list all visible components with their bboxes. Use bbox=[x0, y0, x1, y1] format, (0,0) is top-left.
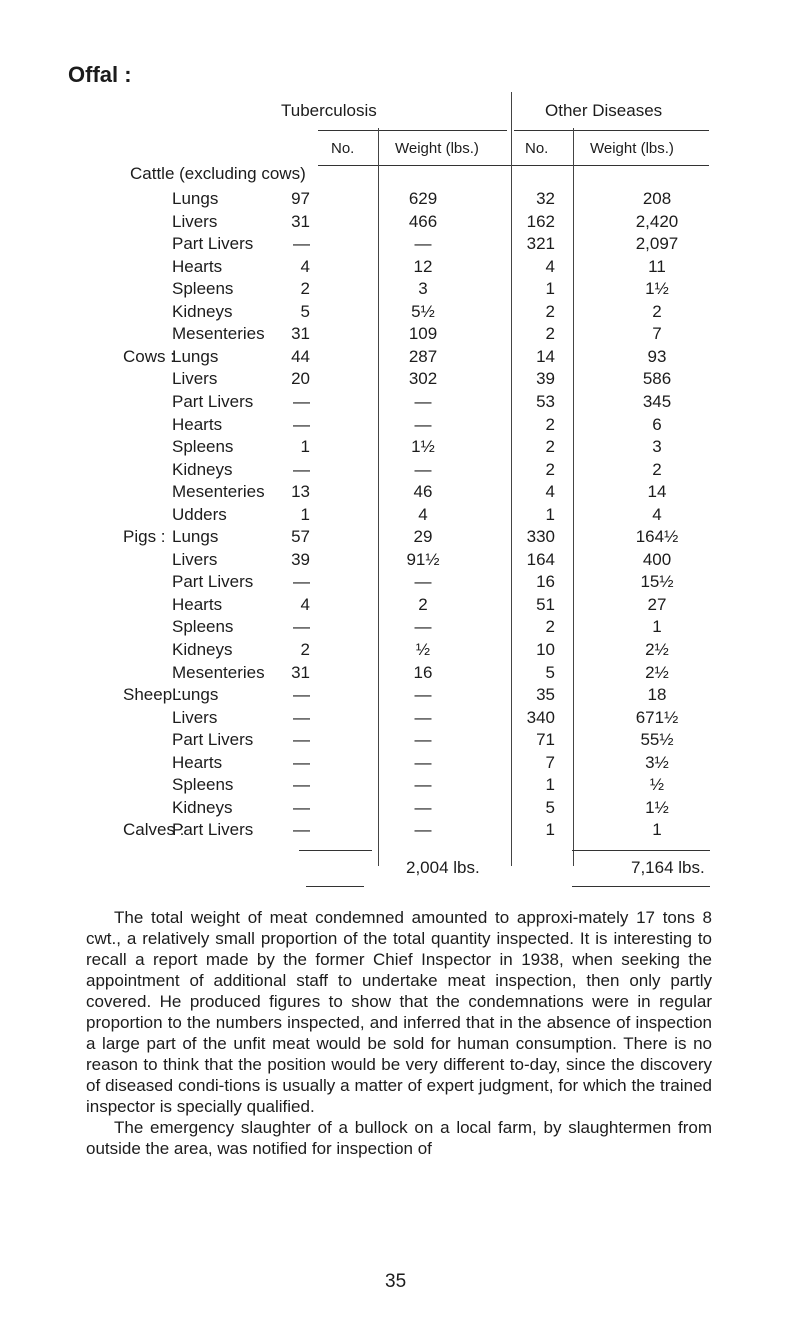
other-count: 1 bbox=[545, 279, 555, 299]
paragraph-2: The emergency slaughter of a bullock on a local farm, by slaughtermen from outside the area, was notified for inspection of bbox=[86, 1118, 712, 1158]
tb-weight: 29 bbox=[413, 527, 433, 547]
tb-count: — bbox=[293, 820, 310, 840]
tb-count: — bbox=[293, 414, 310, 434]
other-count: 2 bbox=[545, 617, 555, 637]
other-count: 14 bbox=[536, 346, 555, 366]
row-item: Lungs bbox=[172, 346, 219, 366]
table-row bbox=[0, 751, 800, 774]
row-item: Udders bbox=[172, 504, 227, 524]
other-weight: 3½ bbox=[645, 752, 669, 772]
col-header-weight-tb: Weight (lbs.) bbox=[395, 140, 479, 157]
row-item: Hearts bbox=[172, 594, 223, 614]
tb-count: — bbox=[293, 797, 310, 817]
other-count: 2 bbox=[545, 414, 555, 434]
tb-count: — bbox=[293, 752, 310, 772]
row-category: Sheep : bbox=[123, 685, 182, 705]
other-weight: 400 bbox=[642, 549, 672, 569]
row-item: Hearts bbox=[172, 256, 223, 276]
tb-weight: 2 bbox=[418, 594, 428, 614]
row-item: Part Livers bbox=[172, 730, 254, 750]
other-count: 330 bbox=[526, 527, 555, 547]
total-rule-top-2 bbox=[572, 850, 710, 851]
row-item: Lungs bbox=[172, 527, 219, 547]
tb-count: — bbox=[293, 685, 310, 705]
other-weight: 164½ bbox=[635, 527, 679, 547]
row-item: Kidneys bbox=[172, 459, 233, 479]
tb-count: — bbox=[293, 572, 310, 592]
tb-weight: — bbox=[414, 707, 432, 727]
other-count: 2 bbox=[545, 437, 555, 457]
row-item: Spleens bbox=[172, 775, 234, 795]
other-count: 5 bbox=[545, 797, 555, 817]
table-row bbox=[0, 187, 800, 210]
other-weight: 2 bbox=[652, 459, 662, 479]
other-count: 164 bbox=[526, 549, 555, 569]
tb-count: — bbox=[293, 391, 310, 411]
table-row bbox=[0, 661, 800, 684]
tb-weight: 1½ bbox=[411, 437, 435, 457]
other-weight: 1½ bbox=[645, 279, 669, 299]
table-row bbox=[0, 818, 800, 841]
other-weight: 671½ bbox=[635, 707, 679, 727]
other-weight: 2,420 bbox=[635, 211, 679, 231]
other-weight: 18 bbox=[647, 685, 667, 705]
table-row bbox=[0, 458, 800, 481]
tb-weight: — bbox=[414, 617, 432, 637]
other-weight: 15½ bbox=[640, 572, 674, 592]
row-item: Part Livers bbox=[172, 820, 254, 840]
table-row bbox=[0, 300, 800, 323]
table-row bbox=[0, 503, 800, 526]
other-count: 71 bbox=[536, 730, 555, 750]
tb-count: 13 bbox=[291, 482, 310, 502]
row-item: Part Livers bbox=[172, 572, 254, 592]
other-weight: 14 bbox=[647, 482, 667, 502]
tb-count: 4 bbox=[300, 256, 310, 276]
tb-count: — bbox=[293, 730, 310, 750]
other-weight: 345 bbox=[642, 391, 672, 411]
other-count: 39 bbox=[536, 369, 555, 389]
tb-count: — bbox=[293, 775, 310, 795]
other-weight: 2,097 bbox=[635, 234, 679, 254]
tb-count: 2 bbox=[300, 279, 310, 299]
other-count: 1 bbox=[545, 504, 555, 524]
paragraph-1: The total weight of meat condemned amounted to approxi-mately 17 tons 8 cwt., a relatively small proportion of the total quantity inspected. It is interesting to recall a report made by the former Chief Inspector in 1938, when seeking the appointment of additional staff to undertake meat inspection, then only partly covered. He produced figures to show that the condemnations were in regular proportion to the numbers inspected, and inferred that in the absence of inspection a large part of the unfit meat would be sold for human consumption. There is no reason to think that the position would be very different to-day, since the discovery of diseased condi-tions is usually a matter of expert judgment, for which the trained inspector is specially qualified. bbox=[86, 908, 712, 1116]
other-count: 35 bbox=[536, 685, 555, 705]
other-count: 2 bbox=[545, 324, 555, 344]
other-weight: ½ bbox=[649, 775, 665, 795]
other-count: 32 bbox=[536, 189, 555, 208]
row-item: Spleens bbox=[172, 437, 234, 457]
body-text bbox=[86, 907, 712, 1159]
other-count: 2 bbox=[545, 301, 555, 321]
other-weight: 11 bbox=[648, 256, 666, 276]
other-weight: 27 bbox=[647, 594, 667, 614]
other-count: 340 bbox=[526, 707, 555, 727]
group-rule-right bbox=[514, 130, 709, 131]
other-weight: 7 bbox=[652, 324, 662, 344]
table-row bbox=[0, 638, 800, 661]
table-row bbox=[0, 413, 800, 436]
tb-count: 39 bbox=[291, 549, 310, 569]
row-item: Kidneys bbox=[172, 640, 233, 659]
total-tuberculosis: 2,004 lbs. bbox=[406, 858, 480, 877]
total-other-diseases: 7,164 lbs. bbox=[631, 858, 705, 877]
tb-weight: ½ bbox=[415, 640, 431, 659]
group-rule-left bbox=[318, 130, 507, 131]
row-item: Mesenteries bbox=[172, 482, 265, 502]
tb-count: — bbox=[293, 459, 310, 479]
page-number: 35 bbox=[385, 1271, 407, 1292]
tb-weight: — bbox=[414, 752, 432, 772]
table-row bbox=[0, 796, 800, 819]
tb-count: 4 bbox=[300, 594, 310, 614]
other-count: 10 bbox=[536, 640, 555, 659]
other-count: 53 bbox=[536, 391, 555, 411]
tb-weight: 16 bbox=[413, 662, 433, 682]
other-weight: 1 bbox=[652, 617, 662, 637]
tb-weight: — bbox=[414, 730, 432, 750]
tb-count: 44 bbox=[291, 346, 310, 366]
other-weight: 1½ bbox=[645, 797, 669, 817]
row-item: Kidneys bbox=[172, 797, 233, 817]
tb-weight: 91½ bbox=[406, 549, 440, 569]
tb-weight: 629 bbox=[408, 189, 438, 208]
row-item: Hearts bbox=[172, 414, 223, 434]
table-row bbox=[0, 232, 800, 255]
tb-weight: 109 bbox=[408, 324, 438, 344]
other-count: 4 bbox=[545, 256, 555, 276]
tb-count: 57 bbox=[291, 527, 310, 547]
other-count: 5 bbox=[545, 662, 555, 682]
tb-weight: 302 bbox=[408, 369, 438, 389]
tb-count: — bbox=[293, 234, 310, 254]
other-weight: 2½ bbox=[645, 662, 669, 682]
other-weight: 1 bbox=[652, 820, 662, 840]
tb-count: 20 bbox=[291, 369, 310, 389]
other-count: 7 bbox=[545, 752, 555, 772]
row-item: Part Livers bbox=[172, 391, 254, 411]
table-row bbox=[0, 480, 800, 503]
other-count: 321 bbox=[526, 234, 555, 254]
tb-weight: — bbox=[414, 391, 432, 411]
tb-count: 97 bbox=[291, 189, 310, 208]
tb-count: 5 bbox=[300, 301, 310, 321]
other-weight: 93 bbox=[647, 346, 667, 366]
col-header-no-other: No. bbox=[525, 140, 549, 157]
cattle-header: Cattle (excluding cows) bbox=[130, 164, 306, 183]
other-count: 1 bbox=[545, 820, 555, 840]
row-item: Livers bbox=[172, 707, 218, 727]
row-item: Kidneys bbox=[172, 301, 233, 321]
row-item: Livers bbox=[172, 369, 218, 389]
other-weight: 208 bbox=[642, 189, 672, 208]
table-row bbox=[0, 435, 800, 458]
tb-weight: 4 bbox=[418, 504, 428, 524]
tb-count: — bbox=[293, 707, 310, 727]
other-count: 2 bbox=[545, 459, 555, 479]
tb-count: 2 bbox=[300, 640, 310, 659]
row-item: Lungs bbox=[172, 189, 219, 208]
other-weight: 586 bbox=[642, 369, 672, 389]
tb-weight: — bbox=[414, 685, 432, 705]
row-item: Part Livers bbox=[172, 234, 254, 254]
tb-count: 31 bbox=[291, 324, 310, 344]
tb-weight: 466 bbox=[408, 211, 438, 231]
tuberculosis-group-header: Tuberculosis bbox=[281, 101, 377, 120]
tb-weight: 46 bbox=[413, 482, 433, 502]
tb-weight: — bbox=[414, 797, 432, 817]
total-rule-bottom-2 bbox=[572, 886, 710, 887]
other-weight: 4 bbox=[652, 504, 662, 524]
row-item: Spleens bbox=[172, 279, 234, 299]
tb-weight: — bbox=[414, 459, 432, 479]
tb-weight: 5½ bbox=[411, 301, 435, 321]
tb-weight: — bbox=[414, 820, 432, 840]
other-count: 162 bbox=[526, 211, 555, 231]
table-row bbox=[0, 367, 800, 390]
row-item: Mesenteries bbox=[172, 324, 265, 344]
tb-weight: — bbox=[414, 775, 432, 795]
row-category: Calves : bbox=[123, 820, 185, 840]
row-item: Lungs bbox=[172, 685, 219, 705]
table-row bbox=[0, 706, 800, 729]
row-item: Livers bbox=[172, 211, 218, 231]
row-category: Cows : bbox=[123, 346, 175, 366]
table-row bbox=[0, 728, 800, 751]
other-weight: 2 bbox=[652, 301, 662, 321]
other-weight: 55½ bbox=[640, 730, 674, 750]
page-heading: Offal : bbox=[68, 62, 132, 87]
other-weight: 6 bbox=[652, 414, 662, 434]
other-weight: 2½ bbox=[645, 640, 669, 659]
table-row bbox=[0, 345, 800, 368]
other-count: 51 bbox=[536, 594, 555, 614]
other-count: 4 bbox=[545, 482, 555, 502]
row-item: Mesenteries bbox=[172, 662, 265, 682]
col-header-no-tb: No. bbox=[331, 140, 355, 157]
tb-weight: 12 bbox=[413, 256, 433, 276]
col-header-weight-other: Weight (lbs.) bbox=[590, 140, 674, 157]
tb-weight: — bbox=[414, 234, 432, 254]
tb-weight: — bbox=[414, 572, 432, 592]
table-row bbox=[0, 277, 800, 300]
table-row bbox=[0, 255, 800, 278]
table-row bbox=[0, 593, 800, 616]
row-item: Hearts bbox=[172, 752, 223, 772]
table-row bbox=[0, 390, 800, 413]
table-row bbox=[0, 525, 800, 548]
total-rule-bottom-1 bbox=[306, 886, 364, 887]
table-row bbox=[0, 322, 800, 345]
tb-count: 1 bbox=[300, 504, 310, 524]
total-rule-top-1 bbox=[299, 850, 372, 851]
row-category: Pigs : bbox=[123, 527, 166, 547]
table-row bbox=[0, 683, 800, 706]
column-header-rule bbox=[318, 165, 709, 166]
tb-count: — bbox=[293, 617, 310, 637]
table-row bbox=[0, 548, 800, 571]
other-count: 1 bbox=[545, 775, 555, 795]
tb-weight: 3 bbox=[418, 279, 428, 299]
tb-count: 1 bbox=[300, 437, 310, 457]
tb-count: 31 bbox=[291, 211, 310, 231]
tb-count: 31 bbox=[291, 662, 310, 682]
other-weight: 3 bbox=[652, 437, 662, 457]
other-count: 16 bbox=[536, 572, 555, 592]
row-item: Spleens bbox=[172, 617, 234, 637]
row-item: Livers bbox=[172, 549, 218, 569]
tb-weight: 287 bbox=[408, 346, 438, 366]
other-diseases-group-header: Other Diseases bbox=[545, 101, 663, 120]
table-row bbox=[0, 773, 800, 796]
table-row bbox=[0, 570, 800, 593]
table-row bbox=[0, 210, 800, 233]
table-row bbox=[0, 615, 800, 638]
tb-weight: — bbox=[414, 414, 432, 434]
